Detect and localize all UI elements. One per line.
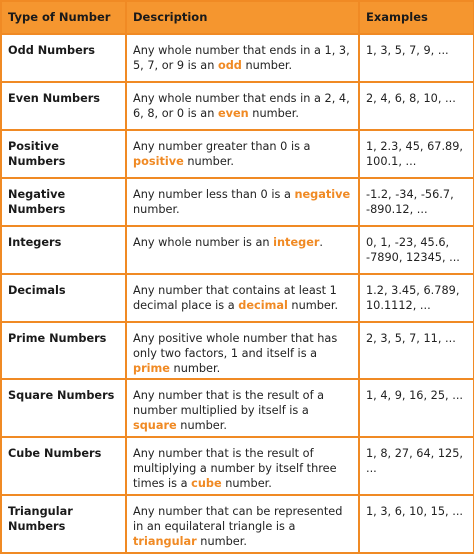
description — [126, 437, 359, 495]
keyword: square — [133, 419, 177, 432]
description — [126, 495, 359, 553]
description-end: . — [319, 236, 324, 249]
table-row — [1, 178, 474, 226]
description-end: number. — [176, 419, 227, 432]
header-row — [1, 1, 474, 34]
number-type: Square Numbers — [1, 379, 126, 437]
header-description: Description — [126, 1, 359, 34]
keyword: integer — [273, 236, 320, 249]
description-text: Any number that is the result of a number multiplied by itself is a — [133, 389, 325, 417]
description-text: Any whole number that ends in a 1, 3, 5, 7, or 9 is an — [133, 44, 350, 72]
keyword: positive — [133, 155, 184, 168]
examples: 1.2, 3.45, 6.789, 10.1112, ... — [359, 274, 474, 322]
number-type: Integers — [1, 226, 126, 274]
keyword: decimal — [238, 299, 288, 312]
table-row — [1, 34, 474, 82]
number-type: Decimals — [1, 274, 126, 322]
description-end: number. — [248, 107, 299, 120]
examples: 1, 8, 27, 64, 125, ... — [359, 437, 474, 495]
description — [126, 379, 359, 437]
number-type: Even Numbers — [1, 82, 126, 130]
description-end: number. — [169, 362, 221, 375]
examples: 1, 3, 5, 7, 9, ... — [359, 34, 474, 82]
description-text: Any number that contains at least 1 decimal place is a — [133, 284, 337, 312]
description-text: Any number that can be represented in an equilateral triangle is a — [133, 505, 343, 533]
description-end: number. — [196, 535, 247, 548]
description-end: number. — [221, 477, 272, 490]
description-text: Any number that is the result of multiplying a number by itself three times is a — [133, 447, 337, 490]
header-type: Type of Number — [1, 1, 126, 34]
description-end: number. — [183, 155, 234, 168]
examples: 0, 1, -23, 45.6, -7890, 12345, ... — [359, 226, 474, 274]
number-type: Odd Numbers — [1, 34, 126, 82]
examples: 1, 4, 9, 16, 25, ... — [359, 379, 474, 437]
examples: 2, 3, 5, 7, 11, ... — [359, 322, 474, 379]
keyword: even — [217, 107, 249, 120]
keyword: prime — [133, 362, 170, 375]
table-row — [1, 130, 474, 178]
table-row — [1, 274, 474, 322]
table-row — [1, 495, 474, 553]
keyword: cube — [191, 477, 222, 490]
description-end: number. — [287, 299, 339, 312]
keyword: triangular — [133, 535, 197, 548]
number-type: Prime Numbers — [1, 322, 126, 379]
examples: 2, 4, 6, 8, 10, ... — [359, 82, 474, 130]
table-row — [1, 322, 474, 379]
description-text: Any whole number that ends in a 2, 4, 6, 8, or 0 is an — [133, 92, 350, 120]
description — [126, 130, 359, 178]
header-examples: Examples — [359, 1, 474, 34]
description — [126, 178, 359, 226]
table-row — [1, 226, 474, 274]
description-text: Any positive whole number that has only two factors, 1 and itself is a — [133, 332, 338, 360]
number-type: Positive Numbers — [1, 130, 126, 178]
keyword: negative — [294, 188, 351, 201]
keyword: odd — [217, 59, 242, 72]
table-row — [1, 379, 474, 437]
description — [126, 34, 359, 82]
examples: -1.2, -34, -56.7, -890.12, ... — [359, 178, 474, 226]
description — [126, 322, 359, 379]
description — [126, 274, 359, 322]
description-text: Any number greater than 0 is a — [133, 140, 311, 153]
description-text: Any whole number is an — [133, 236, 274, 249]
table-row — [1, 437, 474, 495]
description — [126, 226, 359, 274]
description-text: Any number less than 0 is a — [133, 188, 295, 201]
number-type: Triangular Numbers — [1, 495, 126, 553]
examples: 1, 2.3, 45, 67.89, 100.1, ... — [359, 130, 474, 178]
description-end: number. — [133, 203, 180, 216]
table-row — [1, 82, 474, 130]
description — [126, 82, 359, 130]
examples: 1, 3, 6, 10, 15, ... — [359, 495, 474, 553]
description-end: number. — [241, 59, 293, 72]
number-type: Cube Numbers — [1, 437, 126, 495]
number-type: Negative Numbers — [1, 178, 126, 226]
